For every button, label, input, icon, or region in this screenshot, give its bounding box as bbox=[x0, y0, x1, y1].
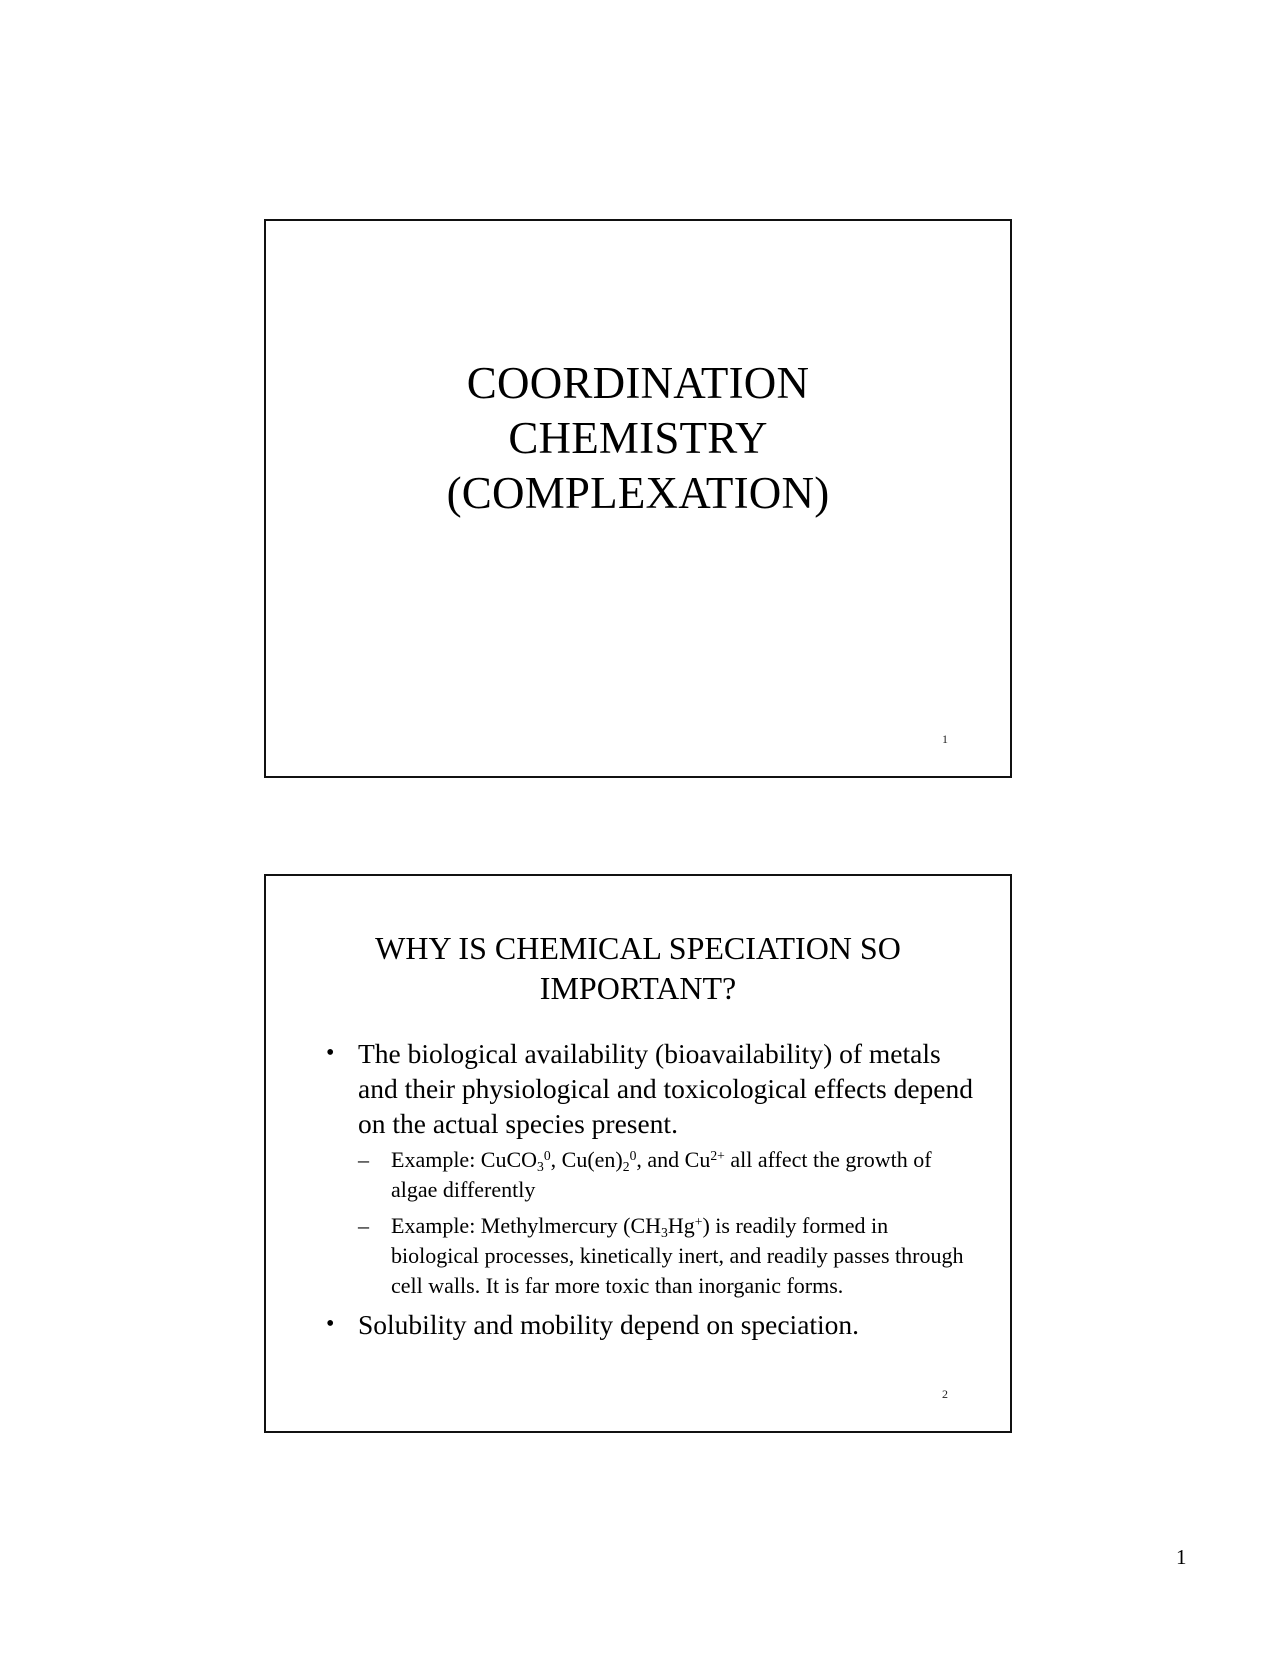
bullet-text: The biological availability (bioavailability) of metals and their physiological and toxicological effects depend on the actual species present. bbox=[358, 1038, 973, 1139]
slide-1-title bbox=[266, 356, 1010, 521]
slide-1-title-line: COORDINATION bbox=[466, 358, 810, 408]
slide-2-body bbox=[324, 1036, 980, 1342]
sub-bullet-list bbox=[324, 1145, 980, 1301]
slide-1-title-line: CHEMISTRY bbox=[508, 413, 768, 463]
slide-2-title bbox=[266, 928, 1010, 1008]
slide-number: 2 bbox=[942, 1387, 948, 1401]
sub-bullet-text: Example: CuCO$_3^0$, $Cu(en)_2^0$, and $Cu^{2+}$ all affect the growth of algae differently bbox=[391, 1147, 932, 1202]
sub-bullet-item bbox=[324, 1145, 980, 1205]
bullet-item bbox=[324, 1307, 980, 1342]
sub-bullet-item bbox=[324, 1211, 980, 1301]
bullet-item bbox=[324, 1036, 980, 1141]
slide-2 bbox=[264, 874, 1012, 1433]
slide-1-title-line: (COMPLEXATION) bbox=[446, 468, 830, 518]
dash-marker-icon: – bbox=[358, 1213, 369, 1238]
bullet-text: Solubility and mobility depend on speciation. bbox=[358, 1309, 860, 1340]
sub-bullet-text: Example: Methylmercury $(CH_3Hg^+)$ is readily formed in biological processes, kinetically inert, and readily passes through cell walls. It is far more toxic than inorganic forms. bbox=[391, 1213, 964, 1298]
slide-2-title-line: IMPORTANT? bbox=[539, 970, 737, 1006]
slide-2-title-line: WHY IS CHEMICAL SPECIATION SO bbox=[375, 930, 901, 966]
bullet-marker-icon: • bbox=[326, 1040, 335, 1066]
slide-1 bbox=[264, 219, 1012, 778]
page-number: 1 bbox=[1176, 1545, 1187, 1569]
slide-number: 1 bbox=[942, 732, 948, 746]
dash-marker-icon: – bbox=[358, 1147, 369, 1172]
bullet-marker-icon: • bbox=[326, 1311, 335, 1337]
